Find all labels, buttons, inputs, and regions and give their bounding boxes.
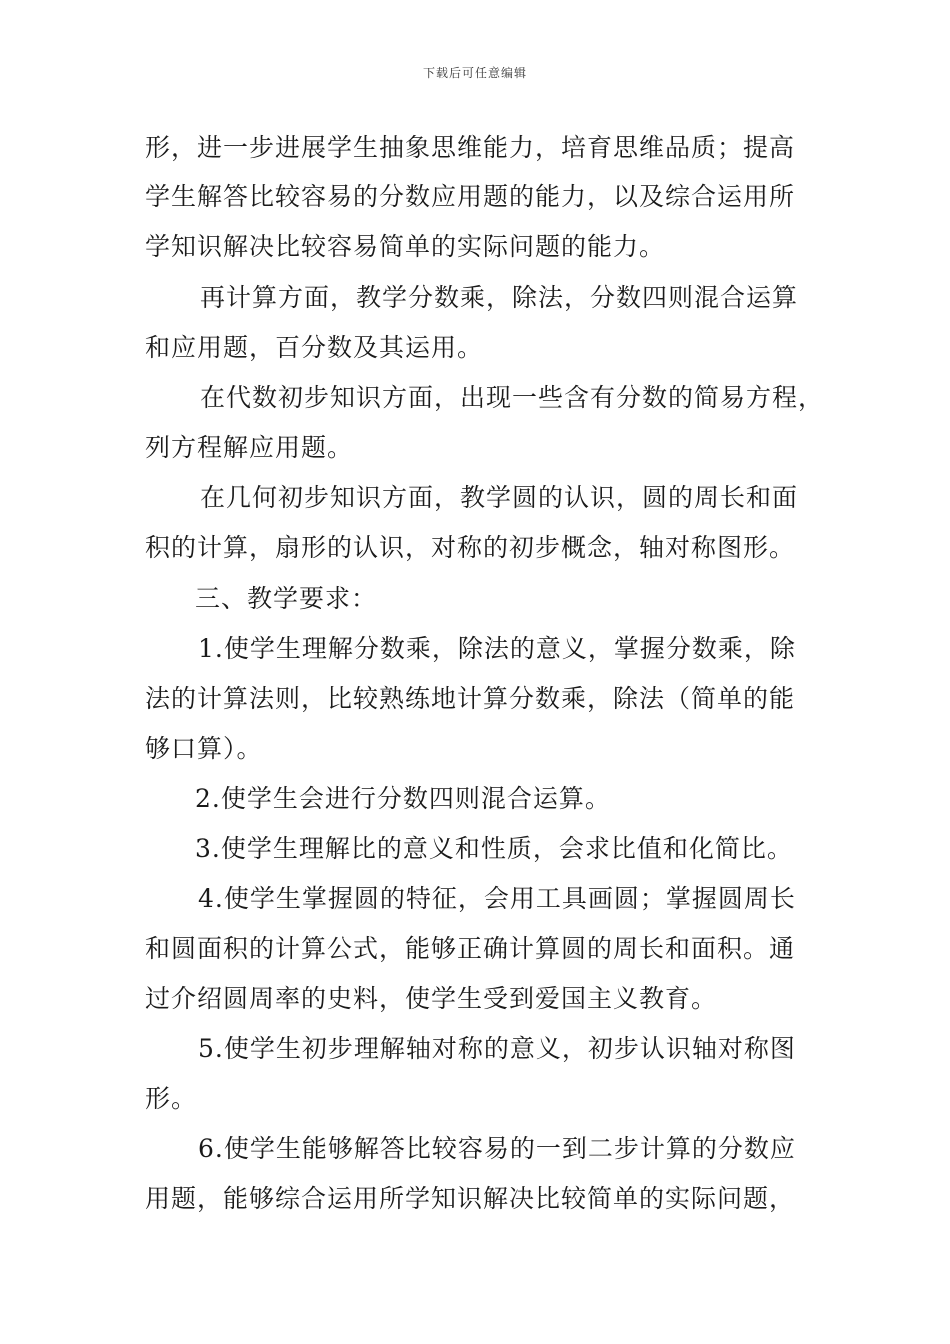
text-line: 在代数初步知识方面，出现一些含有分数的简易方程， bbox=[200, 383, 825, 412]
page-header: 下载后可任意编辑 bbox=[422, 66, 527, 80]
text-line: 用题，能够综合运用所学知识解决比较简单的实际问题， bbox=[145, 1184, 796, 1213]
text-line: 法的计算法则，比较熟练地计算分数乘，除法（简单的能 bbox=[145, 684, 796, 713]
section-heading: 三、教学要求： bbox=[195, 584, 378, 613]
text-line: 过介绍圆周率的史料，使学生受到爱国主义教育。 bbox=[145, 984, 718, 1013]
text-line: 学生解答比较容易的分数应用题的能力，以及综合运用所 bbox=[145, 182, 796, 211]
text-line: 4.使学生掌握圆的特征，会用工具画圆；掌握圆周长 bbox=[198, 884, 796, 913]
text-line: 学知识解决比较容易简单的实际问题的能力。 bbox=[145, 232, 666, 261]
text-line: 在几何初步知识方面，教学圆的认识，圆的周长和面 bbox=[200, 483, 799, 512]
text-line: 和圆面积的计算公式，能够正确计算圆的周长和面积。通 bbox=[145, 934, 796, 963]
text-line: 列方程解应用题。 bbox=[145, 433, 354, 462]
text-line: 6.使学生能够解答比较容易的一到二步计算的分数应 bbox=[198, 1134, 796, 1163]
text-line: 和应用题，百分数及其运用。 bbox=[145, 333, 484, 362]
text-line: 形。 bbox=[145, 1084, 198, 1113]
text-line: 2.使学生会进行分数四则混合运算。 bbox=[195, 784, 611, 813]
text-line: 5.使学生初步理解轴对称的意义，初步认识轴对称图 bbox=[198, 1034, 796, 1063]
text-line: 3.使学生理解比的意义和性质，会求比值和化简比。 bbox=[195, 834, 793, 863]
text-line: 再计算方面，教学分数乘，除法，分数四则混合运算 bbox=[200, 283, 799, 312]
text-line: 1.使学生理解分数乘，除法的意义，掌握分数乘，除 bbox=[198, 634, 796, 663]
text-line: 形，进一步进展学生抽象思维能力，培育思维品质；提高 bbox=[145, 133, 796, 162]
text-line: 积的计算，扇形的认识，对称的初步概念，轴对称图形。 bbox=[145, 533, 796, 562]
text-line: 够口算）。 bbox=[145, 734, 263, 763]
